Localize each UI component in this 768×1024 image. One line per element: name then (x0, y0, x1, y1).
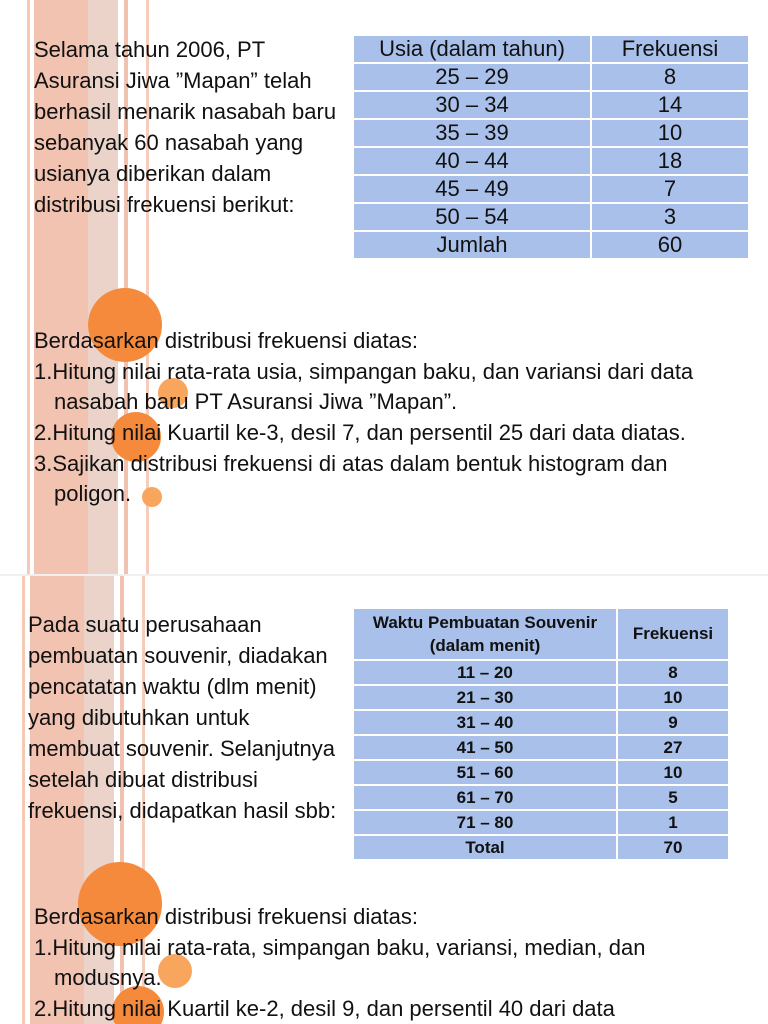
table-row (353, 63, 749, 91)
table-total-row (353, 835, 729, 860)
cell-age: 30 – 34 (353, 91, 591, 119)
table-row (353, 735, 729, 760)
cell-time: 31 – 40 (353, 710, 617, 735)
cell-frequency: 1 (617, 810, 729, 835)
cell-frequency: 8 (617, 660, 729, 685)
cell-frequency: 27 (617, 735, 729, 760)
cell-age: 45 – 49 (353, 175, 591, 203)
table-row (353, 147, 749, 175)
cell-time: 11 – 20 (353, 660, 617, 685)
cell-time: 41 – 50 (353, 735, 617, 760)
table-header-row (353, 608, 729, 660)
cell-frequency: 3 (591, 203, 749, 231)
cell-time: 61 – 70 (353, 785, 617, 810)
time-frequency-table (352, 607, 730, 861)
table-total-row (353, 231, 749, 259)
table-row (353, 710, 729, 735)
cell-frequency: 14 (591, 91, 749, 119)
cell-frequency: 10 (617, 685, 729, 710)
cell-time: 21 – 30 (353, 685, 617, 710)
table-header-row (353, 35, 749, 63)
table-row (353, 685, 729, 710)
table-row (353, 760, 729, 785)
question-list (34, 357, 744, 510)
cell-age: 35 – 39 (353, 119, 591, 147)
cell-frequency: 5 (617, 785, 729, 810)
table-row (353, 91, 749, 119)
cell-time: 51 – 60 (353, 760, 617, 785)
age-frequency-table (352, 34, 750, 260)
header-frequency: Frekuensi (591, 35, 749, 63)
question-item: 1.Hitung nilai rata-rata usia, simpangan baku, dan variansi dari data nasabah baru PT Asuransi Jiwa ”Mapan”. (34, 359, 694, 414)
cell-frequency: 10 (591, 119, 749, 147)
question-item: 3.Sajikan distribusi frekuensi di atas dalam bentuk histogram dan poligon. (34, 451, 668, 506)
table-row (353, 203, 749, 231)
table-row (353, 785, 729, 810)
table-row (353, 810, 729, 835)
header-age: Usia (dalam tahun) (353, 35, 591, 63)
lead-text: Berdasarkan distribusi frekuensi diatas: (34, 904, 418, 929)
intro-text: Selama tahun 2006, PT Asuransi Jiwa ”Mapan” telah berhasil menarik nasabah baru sebanyak 60 nasabah yang usianya diberikan dalam distribusi frekuensi berikut: (34, 37, 337, 217)
header-time: Waktu Pembuatan Souvenir (dalam menit) (353, 608, 617, 660)
question-item: 2.Hitung nilai Kuartil ke-2, desil 9, dan persentil 40 dari data (34, 996, 615, 1021)
decor-stripe (27, 0, 30, 574)
table-row (353, 119, 749, 147)
cell-age: 25 – 29 (353, 63, 591, 91)
cell-age: 50 – 54 (353, 203, 591, 231)
cell-total-value: 60 (591, 231, 749, 259)
cell-frequency: 9 (617, 710, 729, 735)
table-row (353, 175, 749, 203)
cell-total-label: Total (353, 835, 617, 860)
cell-frequency: 10 (617, 760, 729, 785)
header-frequency: Frekuensi (617, 608, 729, 660)
cell-frequency: 7 (591, 175, 749, 203)
decor-stripe (22, 576, 25, 1024)
cell-frequency: 18 (591, 147, 749, 175)
lead-text: Berdasarkan distribusi frekuensi diatas: (34, 328, 418, 353)
cell-age: 40 – 44 (353, 147, 591, 175)
table-row (353, 660, 729, 685)
slide-2 (0, 576, 768, 1024)
question-list (34, 933, 744, 1024)
intro-text: Pada suatu perusahaan pembuatan souvenir, diadakan pencatatan waktu (dlm menit) yang dibutuhkan untuk membuat souvenir. Selanjutnya setelah dibuat distribusi frekuensi, didapatkan hasil sbb: (28, 612, 337, 823)
cell-frequency: 8 (591, 63, 749, 91)
question-item: 2.Hitung nilai Kuartil ke-3, desil 7, dan persentil 25 dari data diatas. (34, 420, 686, 445)
cell-time: 71 – 80 (353, 810, 617, 835)
cell-total-value: 70 (617, 835, 729, 860)
question-item: 1.Hitung nilai rata-rata, simpangan baku, variansi, median, dan modusnya. (34, 935, 646, 990)
cell-total-label: Jumlah (353, 231, 591, 259)
